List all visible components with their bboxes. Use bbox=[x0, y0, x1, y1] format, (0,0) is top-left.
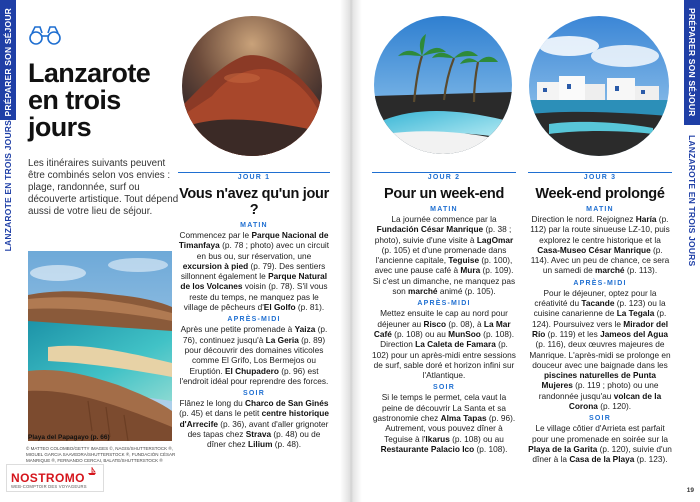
section-tab-left bbox=[0, 0, 16, 120]
day-2-column bbox=[372, 172, 516, 454]
day-1-afternoon-text: Après une petite promenade à Yaiza (p. 76), continuez jusqu'à La Geria (p. 89) pour découvrir des domaines viticoles comme El Grifo, Los Bermejos ou Eruptión. El Chupadero (p. 96) est l'endroit idéal pour reprendre des forces. bbox=[179, 324, 329, 386]
day-1-morning-heading: MATIN bbox=[240, 222, 268, 229]
timanfaya-volcano-photo bbox=[182, 16, 322, 156]
running-head-left: LANZAROTE EN TROIS JOURS bbox=[3, 120, 13, 252]
binoculars-icon bbox=[28, 24, 62, 46]
day-3-morning-text: Direction le nord. Rejoignez Haría (p. 112) par la route sinueuse LZ-10, puis explorez le centre historique et la Casa-Museo César Manrique (p. 114). Avec un peu de chance, ce sera un samedi de marché (p. 113). bbox=[530, 214, 670, 276]
page-title bbox=[28, 60, 178, 141]
logo-subtitle: WEB-COMPTOIR DES VOYAGEURS bbox=[11, 484, 87, 489]
day-3-column bbox=[528, 172, 672, 465]
day-1-morning-text: Commencez par le Parque Nacional de Timanfaya (p. 78 ; photo) avec un circuit en bus ou, sur réservation, une excursion à pied (p. 79). Des sentiers sillonnent également le Parque Natural de los Volcanes voisin (p. 78). S'il vous reste du temps, ne manquez pas le village de pêcheurs d'El Golfo (p. 81). bbox=[178, 230, 330, 313]
day-3-evening-text: Le village côtier d'Arrieta est parfait pour une promenade en soirée sur la Playa de la Garita (p. 120), suivie d'un dîner à la Casa de la Playa (p. 123). bbox=[528, 423, 672, 465]
day-2-label: JOUR 2 bbox=[422, 174, 467, 181]
day-2-afternoon-heading: APRÈS-MIDI bbox=[417, 300, 471, 308]
day-3-afternoon-text: Pour le déjeuner, optez pour la créativité du Tacande (p. 123) ou la cuisine canarienne de La Tegala (p. 124). Poursuivez vers le Mirador del Río (p. 119) et les Jameos del Agua (p. 116), deux œuvres majeures de Manrique. L'après-midi se prolonge en douceur avec une baignade dans les piscines naturelles de Punta Mujeres (p. 119 ; photo) ou une randonnée jusqu'au volcan de la Corona (p. 120). bbox=[529, 287, 671, 412]
logo-name: NOSTROMO bbox=[11, 471, 85, 485]
section-tab-right bbox=[684, 0, 700, 125]
day-1-evening-text: Flânez le long du Charco de San Ginés (p. 45) et dans le petit centre historique d'Arrecife (p. 36), avant d'aller grignoter des tapas chez Strava (p. 48) ou de dîner chez Lilium (p. 48). bbox=[179, 398, 329, 450]
photo-caption: Playa del Papagayo (p. 66) bbox=[28, 434, 110, 441]
day-1-title: Vous n'avez qu'un jour ? bbox=[179, 186, 329, 218]
day-2-morning-text: La journée commence par la Fundación César Manrique (p. 38 ; photo), suivie d'une visite à LagOmar (p. 105) et d'une promenade dans l'ancienne capitale, Teguise (p. 100), avec une pause café à Mura (p. 109). Si c'est un dimanche, ne manquez pas son marché animé (p. 105). bbox=[372, 214, 516, 297]
title-line-3: jours bbox=[28, 112, 92, 142]
day-2-title: Pour un week-end bbox=[383, 186, 505, 202]
page-number: 19 bbox=[686, 487, 694, 494]
day-3-morning-heading: MATIN bbox=[586, 206, 614, 213]
arrieta-coast-photo bbox=[529, 16, 669, 156]
fundacion-manrique-photo bbox=[374, 16, 512, 154]
ship-icon bbox=[87, 467, 97, 475]
photo-credits: © MATTEO COLOMBO/GETTY IMAGES ©, NAGIS/SHUTTERSTOCK ®, MIGUEL GARCIA SAAVEDRA/SHUTTERSTOCK ®, FUNDACIÓN CÉSAR MANRIQUE ®, FERNANDO CERCAI, BALATE/SHUTTERSTOCK ® bbox=[26, 446, 176, 463]
day-3-title: Week-end prolongé bbox=[535, 186, 665, 202]
day-2-rule bbox=[372, 172, 516, 184]
papagayo-photo bbox=[28, 251, 172, 441]
title-line-1: Lanzarote bbox=[28, 58, 151, 88]
day-1-label: JOUR 1 bbox=[232, 174, 277, 181]
day-2-evening-heading: SOIR bbox=[433, 384, 455, 392]
day-3-label: JOUR 3 bbox=[578, 174, 623, 181]
day-3-evening-heading: SOIR bbox=[589, 415, 611, 423]
day-1-evening-heading: SOIR bbox=[243, 390, 265, 398]
watermark-logo bbox=[6, 464, 104, 492]
running-head-right: LANZAROTE EN TROIS JOURS bbox=[687, 135, 697, 267]
section-tab-right-label: PRÉPARER SON SÉJOUR bbox=[687, 8, 697, 117]
day-3-rule bbox=[528, 172, 672, 184]
title-line-2: en trois bbox=[28, 85, 121, 115]
day-2-morning-heading: MATIN bbox=[430, 206, 458, 213]
day-1-afternoon-heading: APRÈS-MIDI bbox=[227, 316, 281, 324]
day-1-column bbox=[178, 172, 330, 450]
day-2-evening-text: Si le temps le permet, cela vaut la peine de découvrir La Santa et sa gastronomie chez Alma Tapas (p. 96). Autrement, vous pouvez dîner à Teguise à l'Ikarus (p. 108) ou au Restaurante Palacio Ico (p. 108). bbox=[372, 392, 516, 454]
day-1-rule bbox=[178, 172, 330, 184]
section-tab-left-label: PRÉPARER SON SÉJOUR bbox=[3, 8, 13, 117]
intro-paragraph: Les itinéraires suivants peuvent être combinés selon vos envies : plage, randonnée, surf ou découverte artistique. Tout dépend aussi de votre lieu de séjour. bbox=[28, 158, 179, 217]
day-2-afternoon-text: Mettez ensuite le cap au nord pour déjeuner au Risco (p. 08), à La Mar Café (p. 108) ou au MunSoo (p. 108). Direction La Caleta de Famara (p. 102) pour un après-midi entre sessions de surf, sable doré et horizon infini sur l'Atlantique. bbox=[372, 308, 516, 381]
day-3-afternoon-heading: APRÈS-MIDI bbox=[573, 279, 627, 287]
